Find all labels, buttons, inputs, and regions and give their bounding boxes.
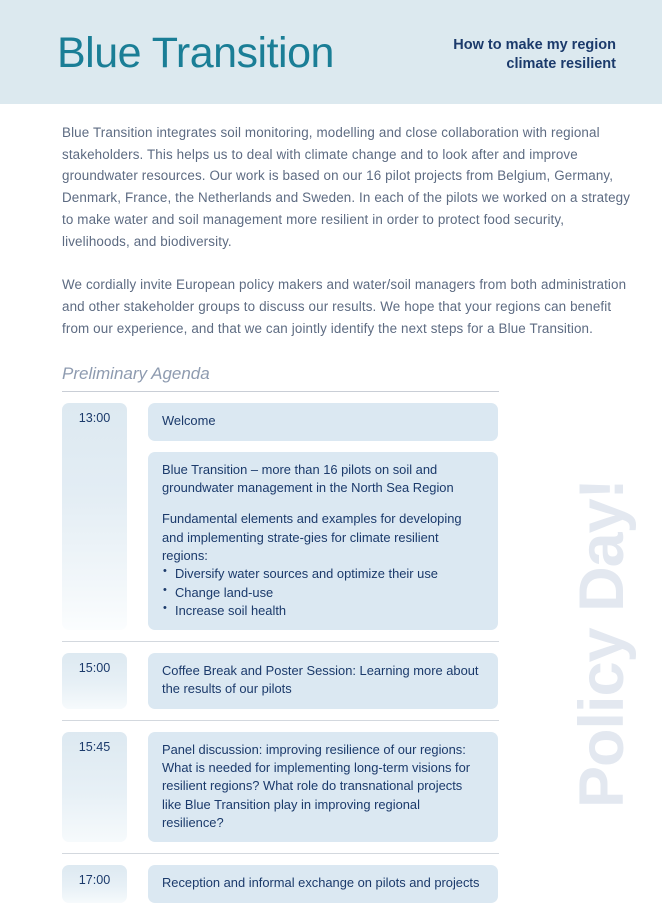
list-item: • Increase soil health — [162, 602, 484, 620]
agenda-block — [0, 721, 662, 854]
agenda-card-paragraph: Blue Transition – more than 16 pilots on soil and groundwater management in the North Sea Region — [162, 461, 454, 495]
agenda-card-paragraph: Fundamental elements and examples for developing and implementing strate-gies for climate resilient regions: — [162, 511, 462, 563]
agenda-block — [0, 392, 662, 641]
agenda-list — [0, 392, 662, 913]
document-body — [0, 104, 662, 914]
agenda-card-paragraph: Panel discussion: improving resilience of our regions: What is needed for implementing long-term visions for resilient regions? What role do transnational projects like Blue Transition play in improving regional resilience? — [162, 741, 471, 831]
list-item: • Diversify water sources and optimize their use — [162, 565, 484, 583]
agenda-heading: Preliminary Agenda — [62, 364, 210, 384]
agenda-cards — [148, 732, 662, 843]
header-band — [0, 0, 662, 104]
agenda-cards — [148, 403, 662, 630]
intro-paragraph-1: Blue Transition integrates soil monitoring, modelling and close collaboration with regional stakeholders. This helps us to deal with climate change and to look after and improve groundwater resources. Our work is based on our 16 pilot projects from Belgium, Germany, Denmark, France, the Netherlands and Sweden. In each of the pilots we worked on a strategy to make water and soil management more resilient in order to protect food security, livelihoods, and biodiversity. — [62, 125, 631, 249]
agenda-card-paragraph: Coffee Break and Poster Session: Learning more about the results of our pilots — [162, 663, 479, 697]
page-title: Blue Transition — [57, 28, 334, 77]
agenda-card — [148, 452, 498, 631]
header-subtitle-line2: climate resilient — [506, 56, 616, 72]
list-item: • Change land-use — [162, 584, 484, 602]
agenda-card — [148, 403, 498, 440]
agenda-card-paragraph: Welcome — [162, 413, 216, 429]
header-subtitle — [348, 36, 616, 73]
agenda-card-bullets — [162, 565, 484, 620]
agenda-time: 17:00 — [62, 865, 127, 902]
agenda-block — [0, 854, 662, 913]
policy-day-watermark: Policy Day! — [567, 479, 637, 808]
agenda-card-paragraph: Reception and informal exchange on pilots and projects — [162, 875, 480, 891]
agenda-card — [148, 732, 498, 843]
intro-paragraph-2: We cordially invite European policy makers and water/soil managers from both administration and other stakeholder groups to discuss our results. We hope that your regions can benefit from our experience, and that we can jointly identify the next steps for a Blue Transition. — [62, 277, 627, 336]
agenda-cards — [148, 865, 662, 902]
agenda-time: 15:00 — [62, 653, 127, 709]
agenda-card — [148, 653, 498, 709]
agenda-block — [0, 642, 662, 720]
header-subtitle-line1: How to make my region — [453, 37, 616, 54]
agenda-card — [148, 865, 498, 902]
agenda-cards — [148, 653, 662, 709]
agenda-time: 15:45 — [62, 732, 127, 843]
agenda-time: 13:00 — [62, 403, 127, 630]
